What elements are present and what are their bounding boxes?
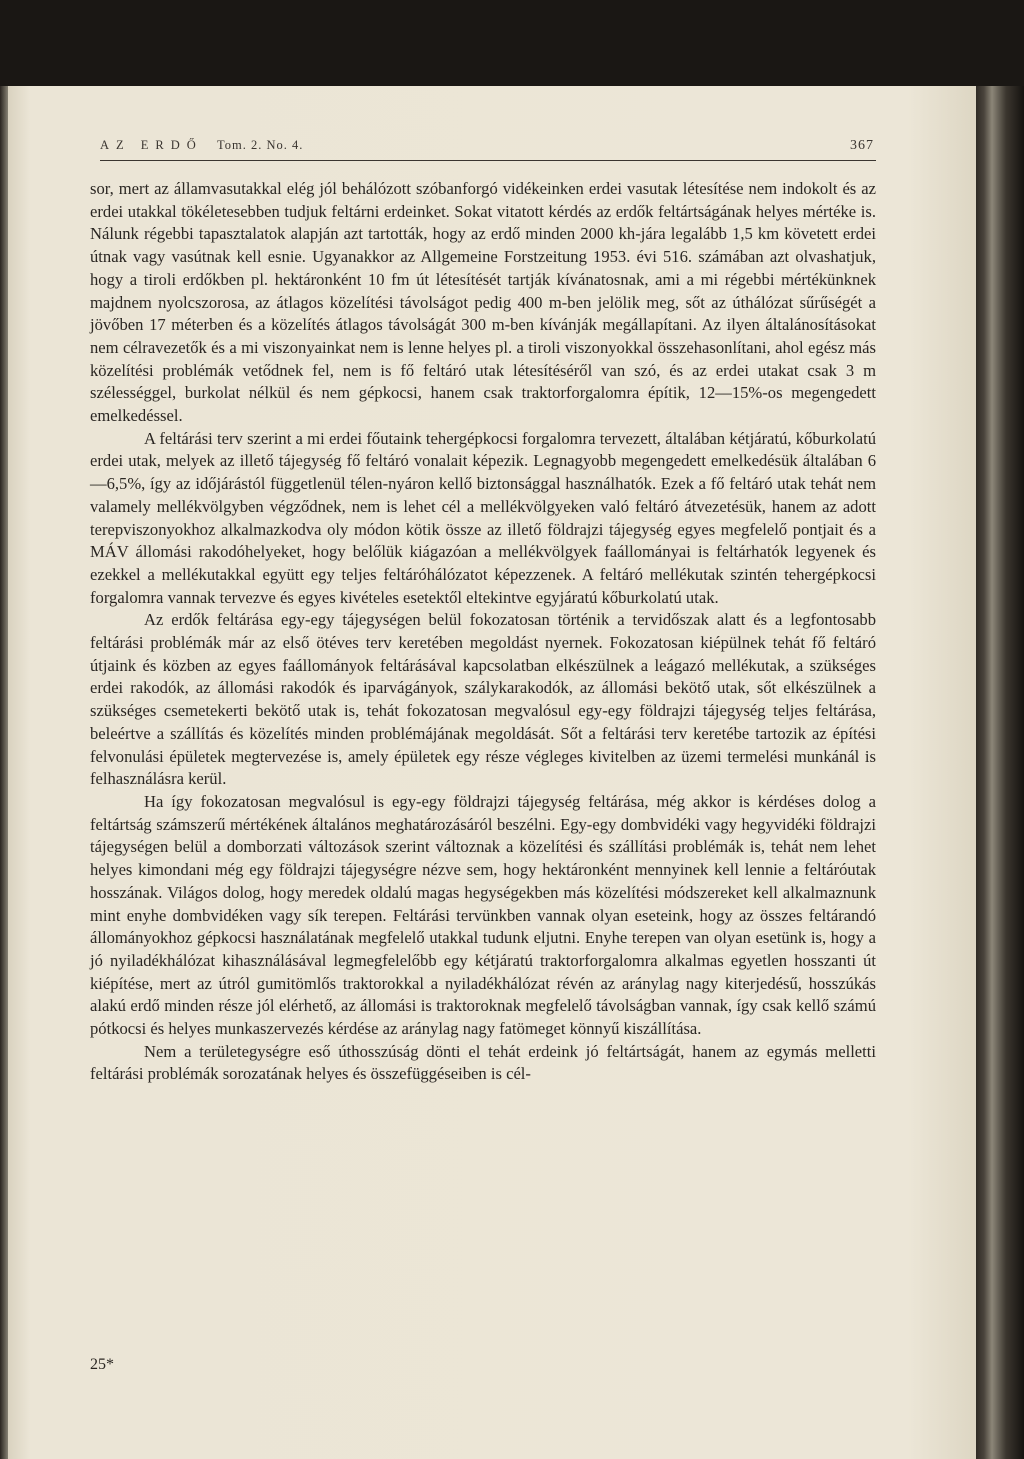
page-number: 367 <box>850 138 874 153</box>
paragraph-3: Az erdők feltárása egy-egy tájegységen belül fokozatosan történik a tervidőszak alatt és a legfontosabb feltárási problémák már az első ötéves terv keretében megoldást nyernek. Fokozatosan kiépülnek tehát fő feltáró útjaink és közben az egyes faállományok feltárásával kapcsolatban elkészülnek a leágazó mellékutak, a szükséges erdei rakodók, az állomási rakodók és iparvágányok, szálykarakodók, az állomási bekötő utak, sőt elkészülnek a szükséges csemetekerti bekötő utak is, tehát fokozatosan megvalósul egy-egy földrajzi tájegység teljes feltárása, beleértve a szállítás és közelítés minden problémájának megoldását. Sőt a feltárási terv keretébe tartozik az építési felvonulási épületek megtervezése is, amely épületek egy része végleges kivitelben az üzemi termelési munkánál is felhasználásra kerül. <box>90 610 876 789</box>
signature-mark: 25* <box>90 1356 114 1373</box>
paragraph-1: sor, mert az államvasutakkal elég jól behálózott szóbanforgó vidékeinken erdei vasutak létesítése nem indokolt és az erdei utakkal tökéletesebben tudjuk feltárni erdeinket. Sokat vitatott kérdés az erdők feltártságának helyes mértéke is. Nálunk régebbi tapasztalatok alapján azt tartották, hogy az erdő minden 2000 kh-jára legalább 1,5 km követett erdei útnak vagy vasútnak kell esnie. Ugyanakkor az Allgemeine Forstzeitung 1953. évi 516. számában azt olvashatjuk, hogy a tiroli erdőkben pl. hektáronként 10 fm út létesítését tartják kívánatosnak, ami a mi régebbi mértékünknek majdnem nyolcszorosa, az átlagos közelítési távolságot pedig 400 m-ben jelölik meg, sőt az úthálózat sűrűségét a jövőben 17 méterben és a közelítés átlagos távolságát 300 m-ben kívánják megállapítani. Az ilyen általánosításokat nem célravezetők és a mi viszonyainkat nem is lenne helyes pl. a tiroli viszonyokkal összehasonlítani, ahol egész más közelítési problémák vetődnek fel, nem is fő feltáró utak létesítéséről van szó, és az erdei utakat csak 3 m szélességgel, burkolat nélkül és nem gépkocsi, hanem csak traktorforgalomra építik, 12—15%-os megengedett emelkedéssel. <box>90 179 876 426</box>
volume-info: Tom. 2. No. 4. <box>216 138 304 152</box>
book-spine <box>976 86 1024 1459</box>
paragraph-4: Ha így fokozatosan megvalósul is egy-egy földrajzi tájegység feltárása, még akkor is kérdéses dolog a feltártság számszerű mértékének általános meghatározásáról beszélni. Egy-egy dombvidéki vagy hegyvidéki földrajzi tájegységen belül a domborzati változások szerint változnak a közelítési és szállítási problémák is, tehát nem lehet helyes kimondani még egy földrajzi tájegységre nézve sem, hogy hektáronként mennyinek kell lennie a feltáróutak hosszának. Világos dolog, hogy meredek oldalú magas hegységekben más közelítési módszereket kell alkalmaznunk mint enyhe dombvidéken vagy sík terepen. Feltárási tervünkben vannak olyan eseteink, hogy az összes feltárandó állományokhoz gépkocsi használatának megfelelő utakkal tudunk eljutni. Enyhe terepen van olyan esetünk is, hogy a jó nyiladékhálózat kihasználásával legmegfelelőbb egy kétjáratú traktorforgalomra alkalmas egyetlen hosszanti út kiépítése, mert az útról gumitömlős traktorokkal a nyiladékhálózat révén az aránylag nagy kiterjedésű, hosszúkás alakú erdő minden része jól elérhető, az állomási is traktoroknak megfelelő távolságban vannak, így csak kellő számú pótkocsi és helyes munkaszervezés kérdése az aránylag nagy fatömeget könnyű kiszállítása. <box>90 791 876 1039</box>
paragraph-2: A feltárási terv szerint a mi erdei főutaink tehergépkocsi forgalomra tervezett, általában kétjáratú, kőburkolatú erdei utak, melyek az illető tájegység fő feltáró vonalait képezik. Legnagyobb megengedett emelkedésük általában 6—6,5%, így az időjárástól függetlenül télen-nyáron kellő biztonsággal használhatók. Ezek a fő feltáró utak tehát nem valamely mellékvölgyben végződnek, nem is lehet cél a mellékvölgyeken való feltáró átvezetésük, hanem az adott terepviszonyokhoz alkalmazkodva oly módon kötik össze az illető földrajzi tájegység egyes megfelelő pontjait és a MÁV állomási rakodóhelyeket, hogy belőlük kiágazóan a mellékvölgyek faállományai is feltárhatók legyenek és ezekkel a mellékutakkal együtt egy teljes feltáróhálózatot képezzenek. A feltáró mellékutak szintén tehergépkocsi forgalomra vannak tervezve és egyes kivételes esetektől eltekintve egyjáratú kőburkolatú utak. <box>90 428 876 607</box>
paragraph-5: Nem a területegységre eső úthosszúság dönti el tehát erdeink jó feltártságát, hanem az egymás melletti feltárási problémák sorozatának helyes és összefüggéseiben is cél- <box>90 1041 876 1084</box>
body-text <box>90 178 876 1086</box>
running-header <box>100 134 876 161</box>
journal-title: AZ ERDŐ Tom. 2. No. 4. <box>100 138 304 152</box>
